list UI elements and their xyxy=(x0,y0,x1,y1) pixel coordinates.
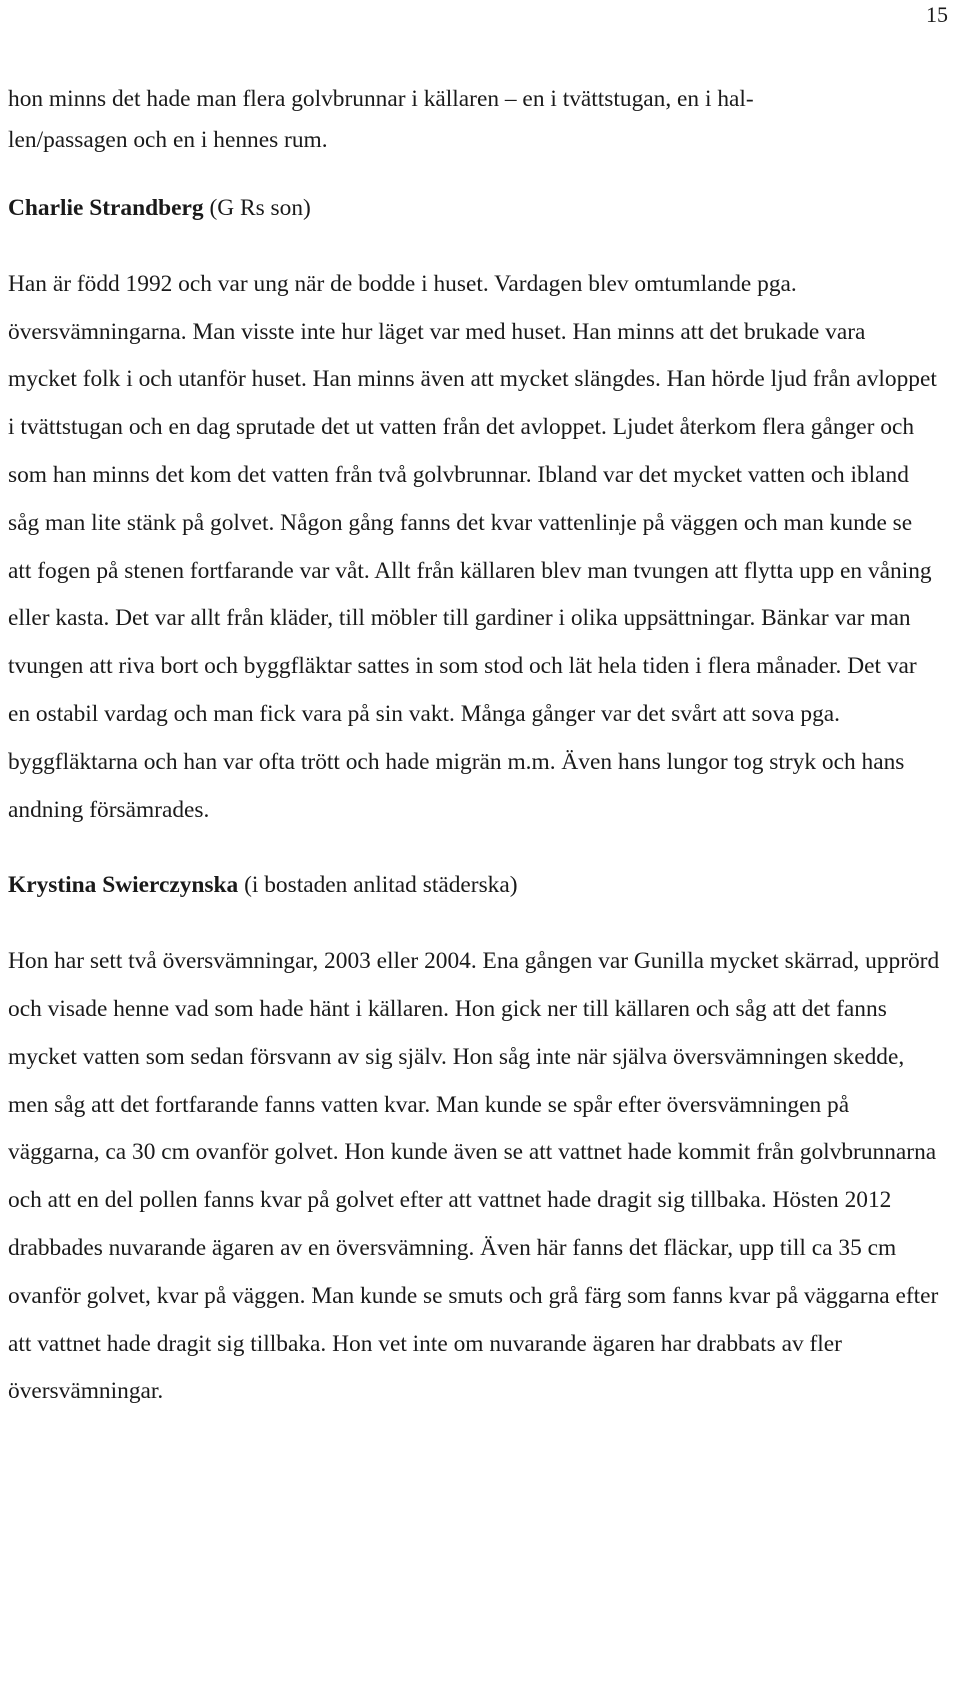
intro-line-1: hon minns det hade man flera golvbrunnar i källaren – en i tvättstugan, en i hal- xyxy=(8,86,754,112)
person-name: Charlie Strandberg xyxy=(8,195,204,221)
person-name: Krystina Swierczynska xyxy=(8,872,239,899)
intro-line-2: len/passagen och en i hennes rum. xyxy=(8,127,328,153)
testimony-paragraph-krystina: Hon har sett två översvämningar, 2003 eller 2004. Ena gången var Gunilla mycket skärrad, upprörd och visade henne vad som hade hänt i källaren. Hon gick ner till källaren och såg att det fanns mycket vatten som sedan försvann av sig själv. Hon såg inte när själva översvämningen skedde, men såg att det fortfarande fanns vatten kvar. Man kunde se spår efter översvämningen på väggarna, ca 30 cm ovanför golvet. Hon kunde även se att vattnet hade kommit från golvbrunnarna och att en del pollen fanns kvar på golvet efter att vattnet hade dragit sig tillbaka. Hösten 2012 drabbades nuvarande ägaren av en översvämning. Även här fanns det fläckar, upp till ca 35 cm ovanför golvet, kvar på väggen. Man kunde se smuts och grå färg som fanns kvar på väggarna efter att vattnet hade dragit sig tillbaka. Hon vet inte om nuvarande ägaren har drabbats av fler översvämningar. xyxy=(8,948,940,1405)
person-role: (i bostaden anlitad städerska) xyxy=(244,872,518,899)
intro-paragraph xyxy=(8,79,940,161)
section-heading-charlie xyxy=(8,185,940,233)
section-heading-krystina xyxy=(8,862,940,910)
person-role: (G Rs son) xyxy=(209,195,311,221)
page-number: 15 xyxy=(926,2,948,27)
testimony-paragraph-charlie: Han är född 1992 och var ung när de bodde i huset. Vardagen blev omtumlande pga. översvämningarna. Man visste inte hur läget var med huset. Han minns att det brukade vara mycket folk i och utanför huset. Han minns även att mycket slängdes. Han hörde ljud från avloppet i tvättstugan och en dag sprutade det ut vatten från det avloppet. Ljudet återkom flera gånger och som han minns det kom det vatten från två golvbrunnar. Ibland var det mycket vatten och ibland såg man lite stänk på golvet. Någon gång fanns det kvar vattenlinje på väggen och man kunde se att fogen på stenen fortfarande var våt. Allt från källaren blev man tvungen att flytta upp en våning eller kasta. Det var allt från kläder, till möbler till gardiner i olika uppsättningar. Bänkar var man tvungen att riva bort och byggfläktar sattes in som stod och lät hela tiden i flera månader. Det var en ostabil vardag och man fick vara på sin vakt. Många gånger var det svårt att sova pga. byggfläktarna och han var ofta trött och hade migrän m.m. Även hans lungor tog stryk och hans andning försämrades. xyxy=(8,270,937,823)
document-page xyxy=(8,79,940,1416)
